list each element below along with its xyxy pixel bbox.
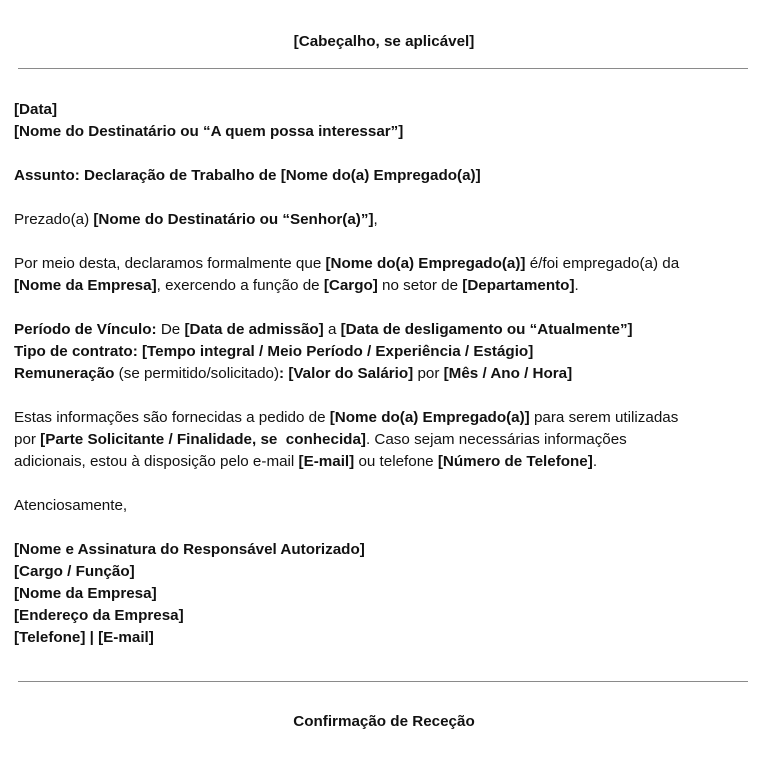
- pay-label: Remuneração: [14, 365, 115, 382]
- p2-text-5: adicionais, estou à disposição pelo e-mail: [14, 453, 299, 470]
- contract-placeholder: [Tempo integral / Meio Período / Experiência / Estágio]: [137, 343, 534, 360]
- role-placeholder: [Cargo]: [323, 277, 378, 294]
- company-placeholder: [Nome da Empresa]: [14, 277, 157, 294]
- salutation-prefix: Prezado(a): [14, 211, 94, 228]
- salutation-name: [Nome do Destinatário ou “Senhor(a)”]: [93, 211, 374, 228]
- subject-text: Assunto: Declaração de Trabalho de [Nome do(a) Empregado(a)]: [14, 167, 481, 184]
- recipient-placeholder: [Nome do Destinatário ou “A quem possa interessar”]: [14, 123, 404, 140]
- period-text-1: De: [156, 321, 185, 338]
- paragraph2-line1: [14, 407, 759, 429]
- p2-text-2: para serem utilizadas: [529, 409, 679, 426]
- subject-line: [14, 165, 759, 187]
- p2-text-4: . Caso sejam necessárias informações: [365, 431, 627, 448]
- pay-colon: :: [279, 365, 289, 382]
- signature-company: [Nome da Empresa]: [14, 585, 157, 602]
- p2-text-6: ou telefone: [354, 453, 438, 470]
- pay-text-2: por: [413, 365, 444, 382]
- signature-role-line: [14, 561, 759, 583]
- signature-address: [Endereço da Empresa]: [14, 607, 184, 624]
- p1-text-4: no setor de: [377, 277, 463, 294]
- contract-label: Tipo de contrato:: [14, 343, 138, 360]
- footer-divider: [18, 681, 748, 682]
- period-end-placeholder: [Data de desligamento ou “Atualmente”]: [340, 321, 633, 338]
- closing-text: Atenciosamente,: [14, 497, 128, 514]
- p1-text-2: é/foi empregado(a) da: [525, 255, 680, 272]
- paragraph1-line2: [14, 275, 759, 297]
- p2-text-7: .: [592, 453, 598, 470]
- paragraph1-line1: [14, 253, 759, 275]
- salutation-suffix: ,: [373, 211, 378, 228]
- signature-contact: [Telefone] | [E-mail]: [14, 629, 154, 646]
- signature-contact-line: [14, 627, 759, 649]
- period-start-placeholder: [Data de admissão]: [184, 321, 324, 338]
- period-label: Período de Vínculo:: [14, 321, 157, 338]
- paragraph2-line3: [14, 451, 759, 473]
- signature-company-line: [14, 583, 759, 605]
- employee-placeholder: [Nome do(a) Empregado(a)]: [325, 255, 526, 272]
- signature-address-line: [14, 605, 759, 627]
- p1-text-5: .: [574, 277, 579, 294]
- pay-note: (se permitido/solicitado): [114, 365, 280, 382]
- p1-text-3: , exercendo a função de: [156, 277, 324, 294]
- recipient-line: [14, 121, 759, 143]
- p2-text-1: Estas informações são fornecidas a pedido de: [14, 409, 330, 426]
- salutation-line: [14, 209, 759, 231]
- period-line: [14, 319, 759, 341]
- signature-role: [Cargo / Função]: [14, 563, 135, 580]
- requester-placeholder: [Parte Solicitante / Finalidade, se conhecida]: [40, 431, 366, 448]
- p2-employee-placeholder: [Nome do(a) Empregado(a)]: [329, 409, 530, 426]
- p1-text-1: Por meio desta, declaramos formalmente que: [14, 255, 326, 272]
- signature-name: [Nome e Assinatura do Responsável Autorizado]: [14, 541, 365, 558]
- p2-text-3: por: [14, 431, 41, 448]
- paragraph2-line2: [14, 429, 759, 451]
- department-placeholder: [Departamento]: [462, 277, 575, 294]
- footer-title: Confirmação de Receção: [293, 713, 475, 730]
- header-divider: [18, 68, 748, 69]
- header-title: [Cabeçalho, se aplicável]: [293, 33, 475, 50]
- letter-body: [14, 99, 759, 649]
- signature-name-line: [14, 539, 759, 561]
- closing-line: [14, 495, 759, 517]
- contract-line: [14, 341, 759, 363]
- pay-line: [14, 363, 759, 385]
- pay-value-placeholder: [Valor do Salário]: [288, 365, 414, 382]
- date-line: [14, 99, 759, 121]
- pay-period-placeholder: [Mês / Ano / Hora]: [443, 365, 573, 382]
- email-placeholder: [E-mail]: [298, 453, 355, 470]
- date-placeholder: [Data]: [14, 101, 58, 118]
- period-text-2: a: [323, 321, 341, 338]
- phone-placeholder: [Número de Telefone]: [437, 453, 593, 470]
